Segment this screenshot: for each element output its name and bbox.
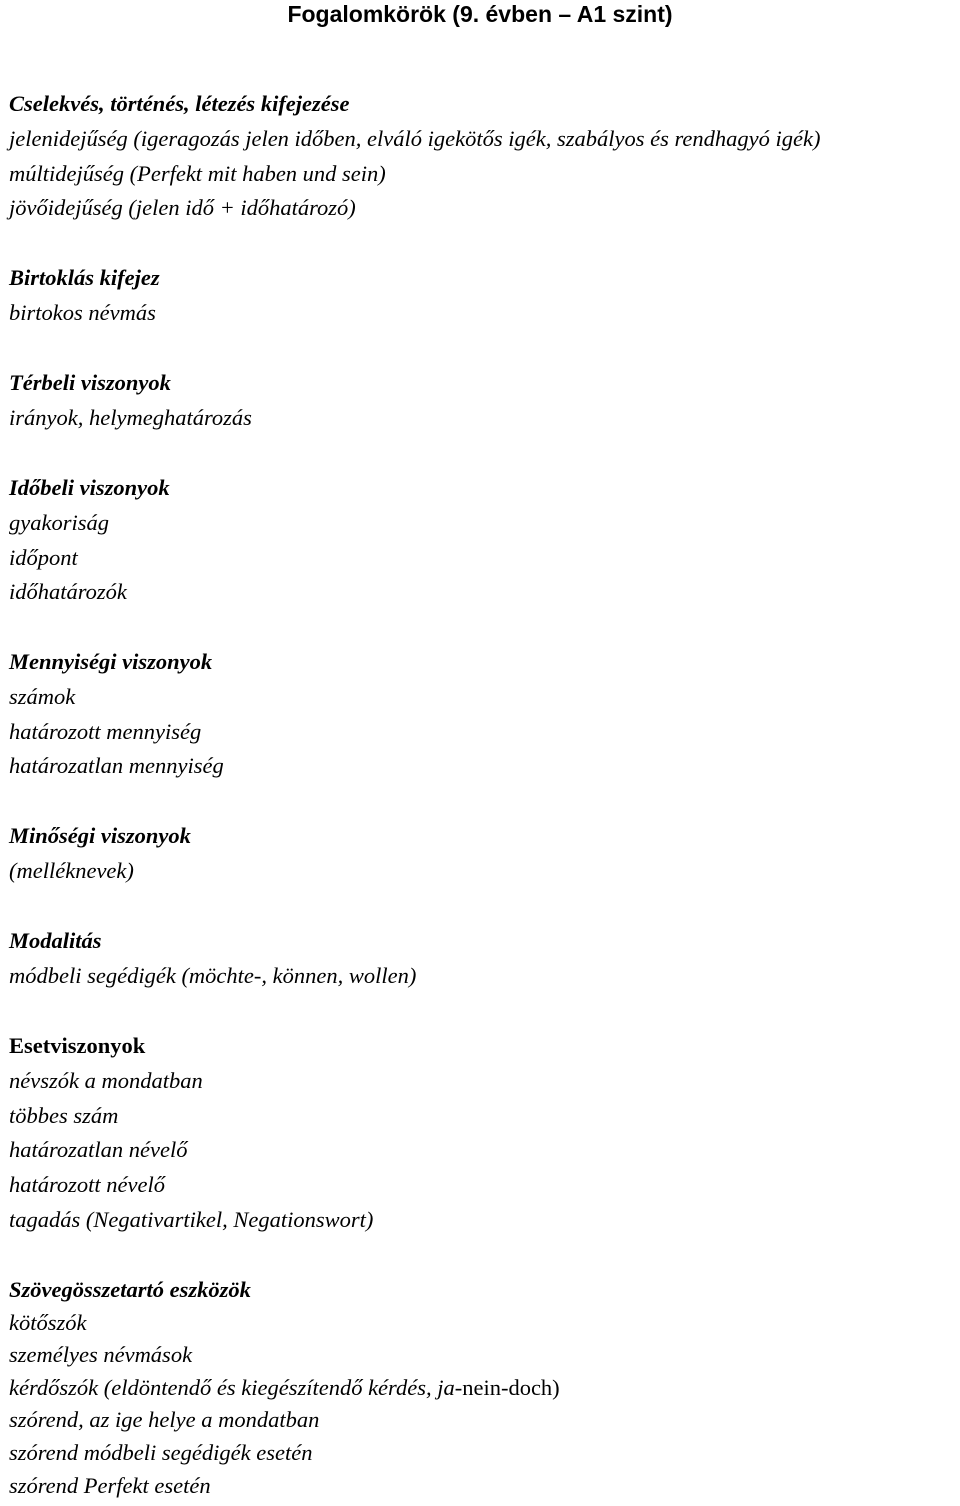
list-item-question-words xyxy=(9,1372,960,1405)
list-item: számok xyxy=(9,683,76,709)
section-terbeli-viszonyok xyxy=(9,366,960,436)
list-item: névszók a mondatban xyxy=(9,1067,203,1093)
section-heading: Szövegösszetartó eszközök xyxy=(9,1277,251,1302)
section-heading: Birtoklás kifejez xyxy=(9,265,160,290)
list-item: jelenidejűség (igeragozás jelen időben, elváló igekötős igék, szabályos és rendhagyó igék) xyxy=(9,125,821,151)
section-heading: Mennyiségi viszonyok xyxy=(9,649,213,674)
list-item: tagadás (Negativartikel, Negationswort) xyxy=(9,1206,374,1232)
section-heading: Térbeli viszonyok xyxy=(9,370,171,395)
list-item: jövőidejűség (jelen idő + időhatározó) xyxy=(9,195,356,221)
list-item: irányok, helymeghatározás xyxy=(9,404,252,430)
section-heading: Időbeli viszonyok xyxy=(9,475,170,500)
list-item: (melléknevek) xyxy=(9,857,134,883)
list-item: többes szám xyxy=(9,1102,119,1128)
list-item: múltidejűség (Perfekt mit haben und sein) xyxy=(9,160,386,186)
list-item: személyes névmások xyxy=(9,1342,193,1368)
section-minosegi-viszonyok xyxy=(9,819,960,889)
question-words-upright: -nein-doch) xyxy=(454,1374,560,1400)
list-item: kötőszók xyxy=(9,1309,87,1335)
list-item: határozott mennyiség xyxy=(9,718,202,744)
list-item: határozott névelő xyxy=(9,1172,166,1198)
question-words-italic: kérdőszók (eldöntendő és kiegészítendő kérdés, ja xyxy=(9,1374,455,1400)
section-mennyisegi-viszonyok xyxy=(9,645,960,784)
list-item: időpont xyxy=(9,544,78,570)
list-item: gyakoriság xyxy=(9,509,109,535)
section-birtoklas xyxy=(9,261,960,331)
section-modalitas xyxy=(9,924,960,994)
section-szovegosszetarto-eszkozok xyxy=(9,1274,960,1502)
list-item: módbeli segédigék (möchte-, können, wollen) xyxy=(9,962,417,988)
section-heading: Minőségi viszonyok xyxy=(9,823,191,848)
list-item: határozatlan mennyiség xyxy=(9,753,224,779)
section-heading: Modalitás xyxy=(9,928,102,953)
section-heading: Esetviszonyok xyxy=(9,1033,146,1058)
section-esetviszonyok xyxy=(9,1029,960,1238)
section-cselekves xyxy=(9,87,960,226)
section-idobeli-viszonyok xyxy=(9,471,960,610)
list-item: időhatározók xyxy=(9,579,127,605)
section-heading: Cselekvés, történés, létezés kifejezése xyxy=(9,91,350,116)
list-item: szórend módbeli segédigék esetén xyxy=(9,1439,313,1465)
list-item: szórend, az ige helye a mondatban xyxy=(9,1407,320,1433)
list-item: birtokos névmás xyxy=(9,299,156,325)
list-item: határozatlan névelő xyxy=(9,1137,188,1163)
list-item: szórend Perfekt esetén xyxy=(9,1472,211,1498)
document-title: Fogalomkörök (9. évben – A1 szint) xyxy=(287,1,673,27)
